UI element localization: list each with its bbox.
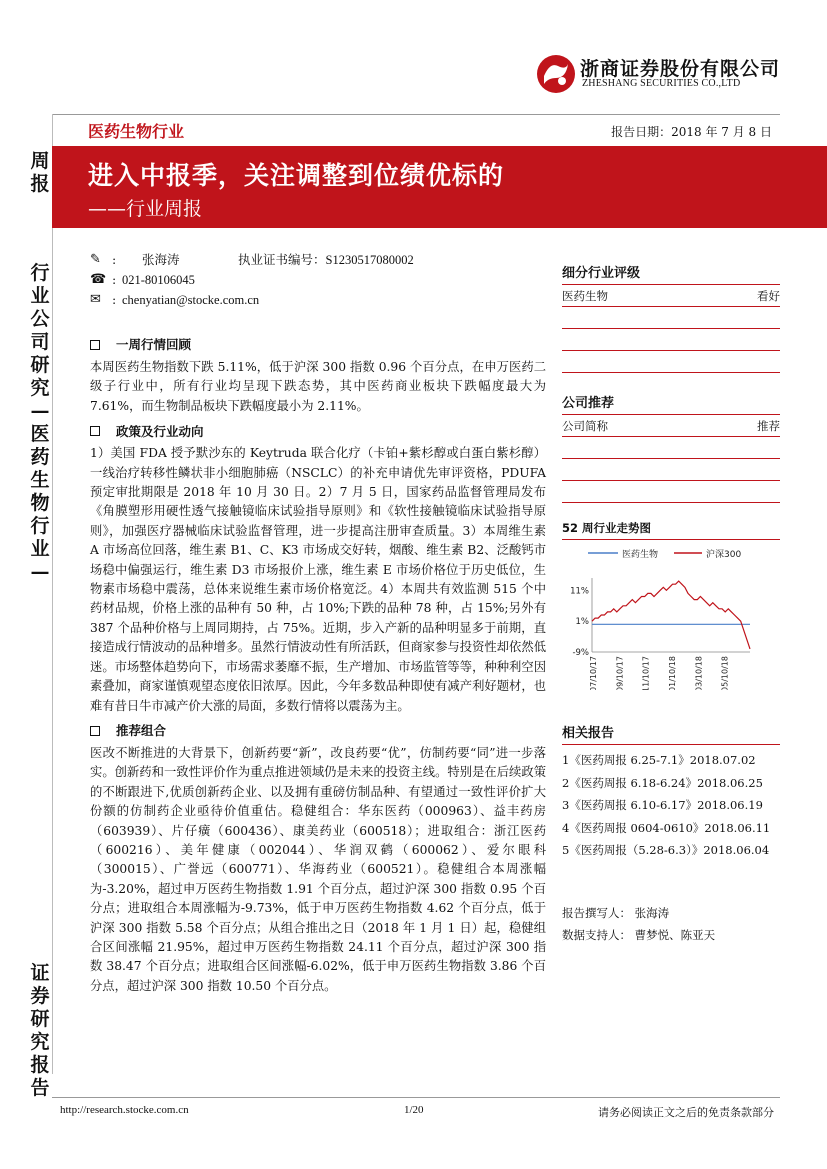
x-tick-label: 11/10/17 xyxy=(641,656,651,690)
rating-heading: 细分行业评级 xyxy=(562,262,780,285)
related-list xyxy=(562,749,780,862)
credits xyxy=(562,902,780,946)
credit-writer: 报告撰写人： 张海涛 xyxy=(562,906,670,920)
main-body xyxy=(90,334,546,1000)
section-heading-market: 一周行情回顾 xyxy=(90,334,546,356)
pen-icon: ✎ xyxy=(90,252,101,267)
y-tick-label: 1% xyxy=(575,617,589,628)
section-heading-policy: 政策及行业动向 xyxy=(90,420,546,442)
company-rec-header-row xyxy=(562,415,780,437)
rating-blank-row xyxy=(562,329,780,351)
industry-label: 医药生物行业 xyxy=(88,122,185,141)
x-tick-label: 05/10/18 xyxy=(720,656,730,690)
related-heading: 相关报告 xyxy=(562,722,780,745)
chart-title: 52 周行业走势图 xyxy=(562,520,780,540)
company-rec-blank-row xyxy=(562,459,780,481)
x-tick-label: 09/10/17 xyxy=(615,656,625,690)
y-tick-label: 11% xyxy=(570,586,589,597)
related-item[interactable]: 5《医药周报（5.28-6.3）》2018.06.04 xyxy=(562,843,770,857)
related-item[interactable]: 1《医药周报 6.25-7.1》2018.07.02 xyxy=(562,753,756,767)
rating-industry: 医药生物 xyxy=(562,288,608,303)
report-subtitle: ——行业周报 xyxy=(88,198,203,220)
report-title: 进入中报季，关注调整到位绩优标的 xyxy=(88,161,505,190)
footer-url[interactable]: http://research.stocke.com.cn xyxy=(60,1104,189,1116)
report-date: 报告日期：2018 年 7 月 8 日 xyxy=(611,125,772,139)
author-email[interactable]: chenyatian@stocke.com.cn xyxy=(122,293,260,307)
industry-strip xyxy=(52,114,780,144)
legend-label: 沪深300 xyxy=(706,550,742,560)
company-rec-blank-row xyxy=(562,481,780,503)
company-rec-heading: 公司推荐 xyxy=(562,392,780,415)
legend-label: 医药生物 xyxy=(622,550,659,560)
footer-disclaimer: 请务必阅读正文之后的免责条款部分 xyxy=(598,1106,774,1119)
credit-support: 数据支持人： 曹梦悦、陈亚天 xyxy=(562,928,716,942)
related-item[interactable]: 2《医药周报 6.18-6.24》2018.06.25 xyxy=(562,775,763,790)
trend-chart xyxy=(562,540,780,690)
rating-value: 看好 xyxy=(757,288,780,303)
company-logo xyxy=(536,52,781,96)
related-panel xyxy=(562,722,780,862)
paragraph-market: 本周医药生物指数下跌 5.11%，低于沪深 300 指数 0.96 个百分点，在申万医药二级子行业中，所有行业均呈现下跌态势，其中医药商业板块下跌幅度最大为 7.61%，而生物制品板块下跌幅度最小为 2.11%。 xyxy=(90,360,546,413)
author-phone: 021-80106045 xyxy=(122,273,195,287)
related-item[interactable]: 3《医药周报 6.10-6.17》2018.06.19 xyxy=(562,798,763,812)
title-banner xyxy=(52,146,827,228)
checkbox-bullet-icon xyxy=(90,340,100,350)
rating-blank-row xyxy=(562,351,780,373)
side-label-bottom: 证 券 研 究 报 告 xyxy=(30,962,50,1099)
company-rec-blank-row xyxy=(562,437,780,459)
rating-row xyxy=(562,285,780,307)
side-label-top: 周 报 xyxy=(30,150,50,195)
company-rec-panel xyxy=(562,392,780,503)
related-item[interactable]: 4《医药周报 0604-0610》2018.06.11 xyxy=(562,820,771,835)
x-tick-label: 07/10/17 xyxy=(589,656,598,690)
checkbox-bullet-icon xyxy=(90,426,100,436)
company-name-en: ZHESHANG SECURITIES CO.,LTD xyxy=(582,78,741,89)
section-heading-portfolio: 推荐组合 xyxy=(90,720,546,742)
page-number: 1/20 xyxy=(404,1104,424,1116)
logo-mark-icon xyxy=(536,54,576,94)
chart-panel xyxy=(562,520,780,694)
phone-icon: ☎ xyxy=(90,272,107,287)
license-label: 执业证书编号： xyxy=(238,252,326,267)
rating-panel xyxy=(562,262,780,373)
side-label-middle: 行 业 公 司 研 究 — 医 药 生 物 行 业 — xyxy=(30,262,50,583)
page-footer xyxy=(52,1097,780,1121)
x-tick-label: 01/10/18 xyxy=(668,656,677,690)
mail-icon: ✉ xyxy=(90,292,101,307)
checkbox-bullet-icon xyxy=(90,726,100,736)
company-rec-col1: 公司简称 xyxy=(562,418,608,433)
x-tick-label: 03/10/18 xyxy=(694,656,704,690)
rating-blank-row xyxy=(562,307,780,329)
company-rec-col2: 推荐 xyxy=(757,418,780,433)
y-tick-label: -9% xyxy=(572,648,589,658)
paragraph-portfolio: 医改不断推进的大背景下，创新药要“新”，改良药要“优”，仿制药要“同”进一步落实。创新药和一致性评价作为重点推进领域仍是未来的投资主线。特别是在后续政策的不断跟进下,优质创新药企业、以及拥有重磅仿制品种、有望通过一致性评价扩大份额的仿制药企业亟待价值重估。稳健组合：华东医药（000963）、益丰药房（603939）、片仔癀（600436）、康美药业（600518）；进取组合：浙江医药（600216）、美年健康（002044）、华润双鹤（600062）、爱尔眼科（300015）、广誉远（600771）、华海药业（600521）。稳健组合本周涨幅为-3.20%，超过申万医药生物指数 1.91 个百分点，超过沪深 300 指数 0.95 个百分点；进取组合本周涨幅为-9.73%，低于申万医药生物指数 4.62 个百分点，低于沪深 300 指数 5.58 个百分点；从组合推出之日（2018 年 1 月 1 日）起，稳健组合区间涨幅 21.95%，超过申万医药生物指数 24.11 个百分点，超过沪深 300 指数 38.47 个百分点；进取组合区间涨幅-6.02%，低于申万医药生物指数 3.86 个百分点，超过沪深 300 指数 10.50 个百分点。 xyxy=(90,745,546,993)
company-name-cn: 浙商证券股份有限公司 xyxy=(580,58,781,80)
left-divider xyxy=(52,114,53,1074)
paragraph-policy: 1）美国 FDA 授予默沙东的 Keytruda 联合化疗（卡铂+紫杉醇或白蛋白紫杉醇）一线治疗转移性鳞状非小细胞肺癌（NSCLC）的补充申请优先审评资格，PDUFA 预定审批期限是 2018 年 10 月 30 日。2）7 月 5 日，国家药品监督管理局发布《角膜塑形用硬性透气接触镜临床试验指导原则》和《软性接触镜临床试验指导原则》，加强医疗器械临床试验监督管理，进一步提高注册审查质量。3）本周维生素 A 市场高位回落，维生素 B1、C、K3 市场成交好转，烟酸、维生素 B2、泛酸钙市场稳中偏强运行，维生素 D3 市场报价上涨，维生素 E 市场价格位于历史低位，生物素市场稳中震荡，总体来说维生素市场价格宽泛。4）本周共有效监测 515 个中药材品规，价格上涨的品种有 50 种，占 10%;下跌的品种 78 种，占 15%;另外有 387 个品种价格与上周同期持，占 75%。近期，步入产新的品种明显多于前期，直接造成行情波动的品种增多。虽然行情波动性有所活跃，但商家参与投资性却依然低迷。市场整体趋势向下，市场需求萎靡不振，生产增加、市场监管等等，种种利空因素叠加，商家谨慎观望态度依旧浓厚。因此，今年多数品种即使有减产利好题材，也难有昔日牛市减产价大涨的局面，多数行情将以震荡为主。 xyxy=(90,446,546,713)
series-line xyxy=(592,581,750,649)
license-number: S1230517080002 xyxy=(325,253,414,267)
author-name: 张海涛 xyxy=(142,252,180,267)
author-block: ✎ : 张海涛 执业证书编号： S1230517080002 ☎ : 021-80106045 ✉ : chenyatian@stocke.com.cn xyxy=(90,250,540,310)
